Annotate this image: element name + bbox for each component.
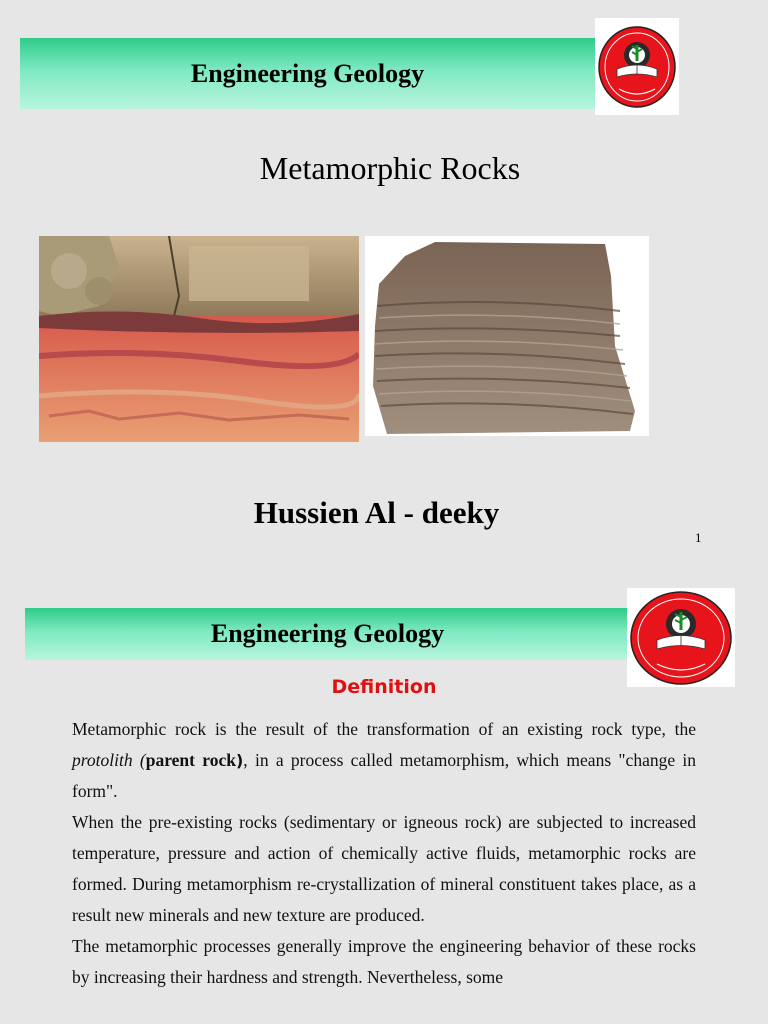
paragraph-1: Metamorphic rock is the result of the transformation of an existing rock type, the protolith (parent rock), in a process called metamorphism, which means "change in form". — [72, 719, 697, 801]
protolith-term: protolith — [72, 750, 133, 770]
paragraph-3: The metamorphic processes generally improve the engineering behavior of these rocks by increasing their hardness and strength. Nevertheless, some — [72, 936, 696, 987]
banner-title: Engineering Geology — [190, 58, 425, 88]
page-number: 1 — [695, 530, 702, 545]
slide-subtitle: Metamorphic Rocks — [259, 150, 521, 186]
university-logo — [627, 588, 735, 687]
outcrop-photo — [39, 236, 359, 442]
definition-body — [72, 714, 696, 993]
university-seal-icon — [597, 25, 677, 109]
rock-sample-photo — [365, 236, 649, 436]
section-heading: Definition — [331, 676, 437, 698]
parent-rock-term: parent rock — [145, 750, 236, 770]
definition-slide — [0, 572, 768, 1024]
author-name: Hussien Al - deeky — [253, 495, 500, 530]
banner-title: Engineering Geology — [210, 619, 445, 648]
university-seal-icon — [629, 590, 733, 686]
header-banner — [25, 608, 630, 660]
university-logo — [595, 18, 679, 115]
paragraph-2: When the pre-existing rocks (sedimentary or igneous rock) are subjected to increased temperature, pressure and action of chemically active fluids, metamorphic rocks are formed. During metamorphism re-crystallization of mineral constituent takes place, as a result new minerals and new texture are produced. — [72, 812, 696, 925]
header-banner — [20, 38, 595, 109]
